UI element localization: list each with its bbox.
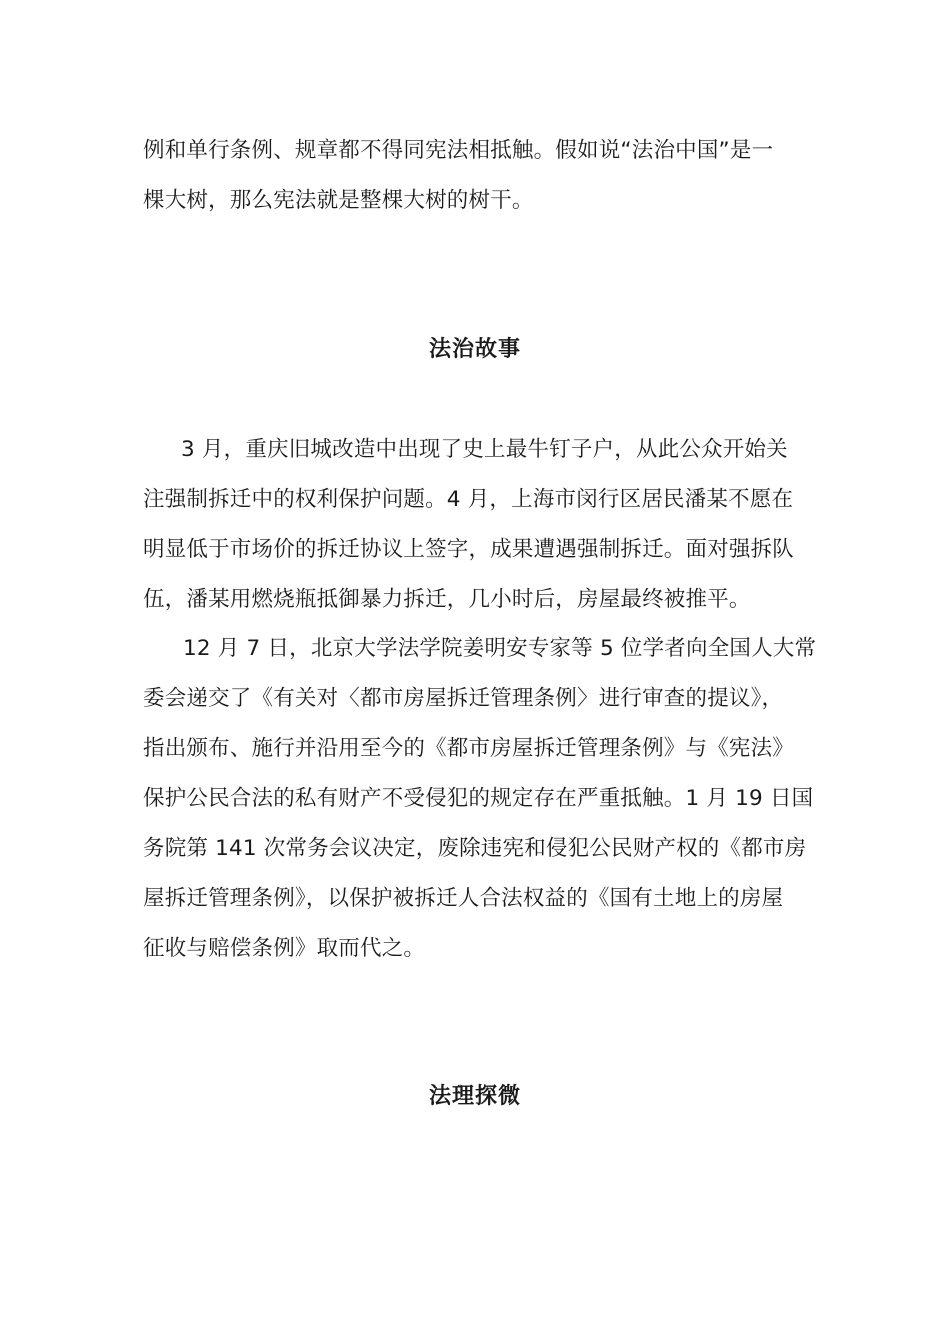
story-p1-line-1: 3 月，重庆旧城改造中出现了史上最牛钉子户，从此公众开始关 (181, 437, 788, 462)
story-p2-line-1: 12 月 7 日，北京大学法学院姜明安专家等 5 位学者向全国人大常 (183, 636, 817, 661)
story-p2-line-7: 征收与赔偿条例》取而代之。 (143, 936, 426, 961)
story-p2-line-5: 务院第 141 次常务会议决定，废除违宪和侵犯公民财产权的《都市房 (143, 836, 807, 861)
story-p2-line-2: 委会递交了《有关对〈都市房屋拆迁管理条例〉进行审查的提议》， (143, 686, 784, 711)
intro-line-1: 例和单行条例、规章都不得同宪法相抵触。假如说“法治中国”是一 (143, 138, 774, 163)
intro-line-2: 棵大树，那么宪法就是整棵大树的树干。 (143, 188, 534, 213)
story-p2-line-6: 屋拆迁管理条例》，以保护被拆迁人合法权益的《国有土地上的房屋 (143, 886, 784, 911)
story-p1-line-4: 伍，潘某用燃烧瓶抵御暴力拆迁，几小时后，房屋最终被推平。 (143, 587, 751, 612)
section-heading-fali-tanwei: 法理探微 (428, 1084, 521, 1109)
story-p2-line-3: 指出颁布、施行并沿用至今的《都市房屋拆迁管理条例》与《宪法》 (143, 736, 795, 761)
story-p2-line-4: 保护公民合法的私有财产不受侵犯的规定存在严重抵触。1 月 19 日国 (143, 786, 814, 811)
section-heading-fazhi-gushi: 法治故事 (428, 337, 521, 362)
story-p1-line-2: 注强制拆迁中的权利保护问题。4 月，上海市闵行区居民潘某不愿在 (143, 487, 794, 512)
story-p1-line-3: 明显低于市场价的拆迁协议上签字，成果遭遇强制拆迁。面对强拆队 (143, 537, 795, 562)
